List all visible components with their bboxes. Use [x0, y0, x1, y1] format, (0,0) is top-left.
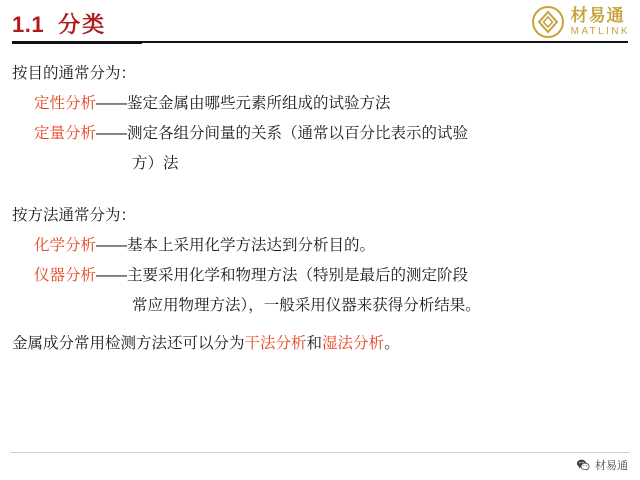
slide-body: [12, 58, 628, 372]
slide-header: [0, 0, 640, 48]
section-2-heading: 按方法通常分为：: [12, 207, 137, 225]
term-dry-analysis: 干法分析: [244, 335, 307, 353]
term-quantitative-analysis: 定量分析: [34, 125, 97, 143]
list-item-continuation: 常应用物理方法），一般采用仪器来获得分析结果。: [132, 297, 481, 315]
term-instrumental-analysis: 仪器分析: [34, 267, 97, 285]
conclusion-tail: 。: [384, 335, 400, 353]
term-wet-analysis: 湿法分析: [322, 335, 385, 353]
list-item: [12, 92, 628, 116]
brand-logo-text: [571, 7, 630, 37]
title-text: 分类: [58, 12, 107, 37]
section-1-heading: 按目的通常分为：: [12, 65, 137, 82]
header-divider-accent: [12, 41, 142, 44]
wechat-icon: [576, 458, 590, 472]
list-item-continuation: 方）法: [132, 155, 179, 173]
term-chemical-analysis-desc: ——基本上采用化学方法达到分析目的。: [96, 237, 376, 255]
matlink-diamond-logo-icon: [532, 6, 564, 38]
conclusion-mid: 和: [306, 335, 323, 353]
brand-name-cn: 材易通: [570, 6, 625, 25]
list-item: [12, 234, 628, 258]
footer-brand-label: 材易通: [595, 460, 628, 472]
brand-logo: [532, 6, 630, 38]
footer-divider: [10, 452, 630, 453]
section-spacer: [12, 182, 628, 200]
conclusion-line: [12, 332, 628, 356]
list-item: [12, 122, 628, 146]
conclusion-lead: 金属成分常用检测方法还可以分为: [12, 335, 245, 353]
page-title: [12, 8, 106, 39]
footer-brand: [576, 457, 628, 473]
slide-footer: [0, 452, 640, 480]
title-number: 1.1: [12, 12, 45, 37]
term-quantitative-analysis-desc: ——测定各组分间量的关系（通常以百分比表示的试验: [96, 125, 469, 143]
term-chemical-analysis: 化学分析: [34, 237, 97, 255]
term-qualitative-analysis-desc: ——鉴定金属由哪些元素所组成的试验方法: [96, 95, 391, 113]
list-item: [12, 264, 628, 288]
term-qualitative-analysis: 定性分析: [34, 95, 97, 113]
brand-name-en: MATLINK: [570, 26, 630, 37]
term-instrumental-analysis-desc: ——主要采用化学和物理方法（特别是最后的测定阶段: [96, 267, 469, 285]
